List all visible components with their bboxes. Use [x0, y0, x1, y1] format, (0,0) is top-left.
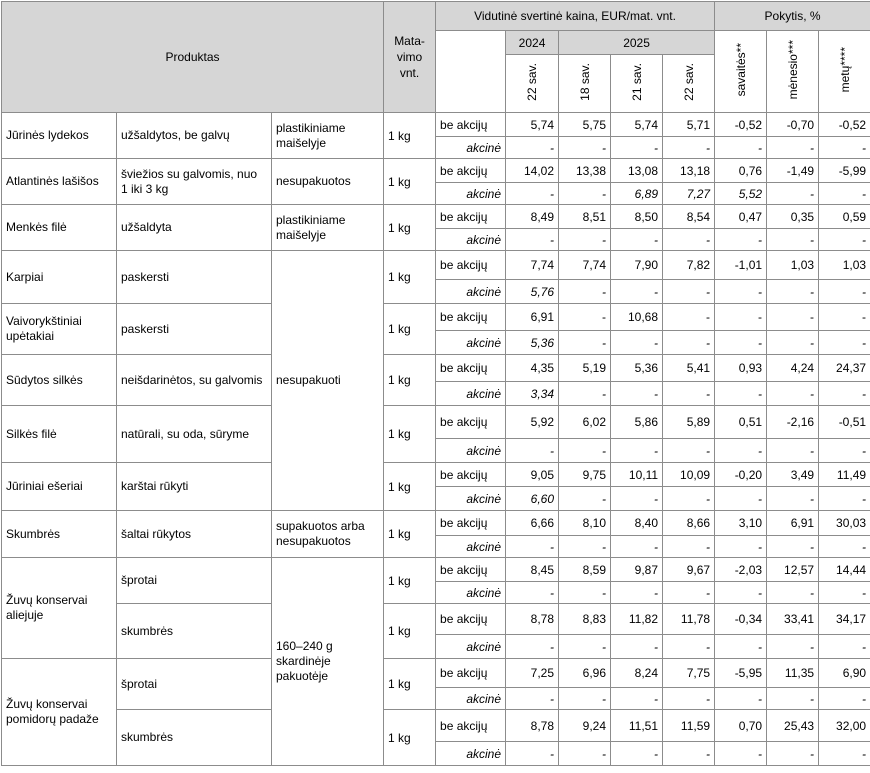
value-cell: - [611, 331, 663, 355]
value-cell: - [819, 635, 870, 659]
price-type-promo: akcinė [436, 137, 506, 159]
value-cell: - [767, 582, 819, 604]
price-type-promo: akcinė [436, 688, 506, 710]
value-cell: - [767, 331, 819, 355]
value-cell: 6,02 [559, 406, 611, 439]
value-cell: - [663, 742, 715, 766]
header-change-week: savaitės** [715, 31, 767, 113]
value-cell: -0,20 [715, 463, 767, 487]
product-name: Menkės filė [2, 205, 117, 251]
value-cell: 6,66 [506, 511, 559, 536]
value-cell: - [715, 582, 767, 604]
value-cell: 34,17 [819, 604, 870, 635]
product-desc: paskersti [117, 251, 272, 304]
value-cell: 0,59 [819, 205, 870, 229]
value-cell: - [819, 536, 870, 558]
value-cell: 6,90 [819, 659, 870, 688]
value-cell: - [611, 536, 663, 558]
value-cell: - [767, 487, 819, 511]
value-cell: 0,76 [715, 159, 767, 183]
value-cell: - [663, 582, 715, 604]
value-cell: 12,57 [767, 558, 819, 582]
value-cell: - [715, 331, 767, 355]
value-cell: - [559, 331, 611, 355]
value-cell: - [715, 487, 767, 511]
value-cell: - [506, 183, 559, 205]
value-cell: 1,03 [819, 251, 870, 280]
value-cell: 5,89 [663, 406, 715, 439]
product-unit: 1 kg [384, 558, 436, 604]
value-cell: - [715, 688, 767, 710]
value-cell: - [663, 137, 715, 159]
value-cell: - [715, 439, 767, 463]
value-cell: 4,35 [506, 355, 559, 382]
price-type-regular: be akcijų [436, 113, 506, 137]
price-type-regular: be akcijų [436, 159, 506, 183]
value-cell: - [663, 635, 715, 659]
value-cell: - [506, 536, 559, 558]
product-name: Silkės filė [2, 406, 117, 463]
table-body [2, 113, 870, 766]
header-unit-line2: vimo [396, 50, 423, 64]
value-cell: - [715, 280, 767, 304]
price-type-promo: akcinė [436, 382, 506, 406]
value-cell: 7,74 [506, 251, 559, 280]
value-cell: - [715, 635, 767, 659]
value-cell: - [767, 183, 819, 205]
product-unit: 1 kg [384, 113, 436, 159]
header-year-2025: 2025 [559, 31, 715, 55]
value-cell: 7,75 [663, 659, 715, 688]
price-type-regular: be akcijų [436, 406, 506, 439]
value-cell: 8,78 [506, 710, 559, 742]
value-cell: 13,08 [611, 159, 663, 183]
value-cell: 3,34 [506, 382, 559, 406]
value-cell: - [559, 582, 611, 604]
value-cell: 11,59 [663, 710, 715, 742]
product-desc: neišdarinėtos, su galvomis [117, 355, 272, 406]
value-cell: - [506, 439, 559, 463]
price-type-promo: akcinė [436, 229, 506, 251]
value-cell: - [663, 382, 715, 406]
header-change-year: metų**** [819, 31, 870, 113]
value-cell: 25,43 [767, 710, 819, 742]
product-desc: šviežios su galvomis, nuo 1 iki 3 kg [117, 159, 272, 205]
product-pack: nesupakuotos [272, 159, 384, 205]
value-cell: 30,03 [819, 511, 870, 536]
value-cell: 7,27 [663, 183, 715, 205]
value-cell: 8,24 [611, 659, 663, 688]
value-cell: 10,68 [611, 304, 663, 331]
value-cell: 11,35 [767, 659, 819, 688]
value-cell: 3,49 [767, 463, 819, 487]
value-cell: - [715, 536, 767, 558]
value-cell: - [559, 439, 611, 463]
value-cell: 10,09 [663, 463, 715, 487]
value-cell: 0,47 [715, 205, 767, 229]
value-cell: - [819, 183, 870, 205]
product-name: Atlantinės lašišos [2, 159, 117, 205]
product-pack: plastikiniame maišelyje [272, 205, 384, 251]
value-cell: -5,95 [715, 659, 767, 688]
value-cell: - [611, 742, 663, 766]
value-cell: 8,40 [611, 511, 663, 536]
value-cell: 8,50 [611, 205, 663, 229]
value-cell: -2,03 [715, 558, 767, 582]
value-cell: 11,49 [819, 463, 870, 487]
value-cell: - [559, 635, 611, 659]
value-cell: 33,41 [767, 604, 819, 635]
price-type-promo: akcinė [436, 536, 506, 558]
product-desc: užšaldyta [117, 205, 272, 251]
value-cell: - [611, 439, 663, 463]
product-desc: natūrali, su oda, sūryme [117, 406, 272, 463]
product-unit: 1 kg [384, 710, 436, 766]
value-cell: - [611, 582, 663, 604]
product-unit: 1 kg [384, 659, 436, 710]
value-cell: - [559, 183, 611, 205]
header-price: Vidutinė svertinė kaina, EUR/mat. vnt. [436, 2, 715, 31]
value-cell: 14,02 [506, 159, 559, 183]
product-unit: 1 kg [384, 205, 436, 251]
header-week-2025-21: 21 sav. [611, 55, 663, 113]
value-cell: - [559, 688, 611, 710]
value-cell: - [767, 635, 819, 659]
header-unit-line3: vnt. [399, 66, 420, 80]
value-cell: 6,91 [506, 304, 559, 331]
product-desc: paskersti [117, 304, 272, 355]
product-desc: skumbrės [117, 710, 272, 766]
price-type-promo: akcinė [436, 487, 506, 511]
value-cell: 14,44 [819, 558, 870, 582]
value-cell: - [559, 487, 611, 511]
product-name: Karpiai [2, 251, 117, 304]
price-type-regular: be akcijų [436, 511, 506, 536]
value-cell: 32,00 [819, 710, 870, 742]
value-cell: 8,51 [559, 205, 611, 229]
product-unit: 1 kg [384, 604, 436, 659]
value-cell: - [663, 229, 715, 251]
value-cell: 6,91 [767, 511, 819, 536]
product-name: Skumbrės [2, 511, 117, 558]
price-type-promo: akcinė [436, 742, 506, 766]
value-cell: - [767, 439, 819, 463]
product-name: Žuvų konservai pomidorų padaže [2, 659, 117, 766]
value-cell: - [611, 382, 663, 406]
value-cell: - [819, 382, 870, 406]
value-cell: 5,36 [506, 331, 559, 355]
value-cell: 7,90 [611, 251, 663, 280]
value-cell: -0,52 [715, 113, 767, 137]
value-cell: 5,71 [663, 113, 715, 137]
value-cell: - [663, 487, 715, 511]
product-unit: 1 kg [384, 511, 436, 558]
product-unit: 1 kg [384, 355, 436, 406]
value-cell: - [767, 536, 819, 558]
product-name: Vaivorykštiniai upėtakiai [2, 304, 117, 355]
value-cell: - [715, 382, 767, 406]
value-cell: 9,05 [506, 463, 559, 487]
product-name: Žuvų konservai aliejuje [2, 558, 117, 659]
value-cell: - [819, 688, 870, 710]
header-week-2024-22: 22 sav. [506, 55, 559, 113]
fish-price-table [1, 1, 870, 766]
value-cell: 0,70 [715, 710, 767, 742]
value-cell: 5,41 [663, 355, 715, 382]
value-cell: - [611, 487, 663, 511]
value-cell: 0,51 [715, 406, 767, 439]
value-cell: - [767, 304, 819, 331]
value-cell: 8,10 [559, 511, 611, 536]
price-type-regular: be akcijų [436, 558, 506, 582]
value-cell: 5,74 [506, 113, 559, 137]
value-cell: 0,93 [715, 355, 767, 382]
value-cell: -5,99 [819, 159, 870, 183]
price-type-promo: akcinė [436, 439, 506, 463]
value-cell: 7,74 [559, 251, 611, 280]
value-cell: 9,75 [559, 463, 611, 487]
product-pack: plastikiniame maišelyje [272, 113, 384, 159]
product-name: Jūriniai ešeriai [2, 463, 117, 511]
price-type-regular: be akcijų [436, 251, 506, 280]
value-cell: - [663, 331, 715, 355]
price-type-promo: akcinė [436, 635, 506, 659]
value-cell: 13,38 [559, 159, 611, 183]
value-cell: - [611, 229, 663, 251]
price-type-promo: akcinė [436, 582, 506, 604]
value-cell: - [819, 229, 870, 251]
value-cell: 8,59 [559, 558, 611, 582]
value-cell: - [559, 304, 611, 331]
value-cell: - [819, 582, 870, 604]
value-cell: - [767, 137, 819, 159]
product-name: Sūdytos silkės [2, 355, 117, 406]
value-cell: 8,66 [663, 511, 715, 536]
price-type-regular: be akcijų [436, 710, 506, 742]
product-unit: 1 kg [384, 406, 436, 463]
price-type-regular: be akcijų [436, 604, 506, 635]
product-unit: 1 kg [384, 159, 436, 205]
value-cell: - [819, 487, 870, 511]
value-cell: 7,25 [506, 659, 559, 688]
product-pack: nesupakuoti [272, 251, 384, 511]
value-cell: - [506, 137, 559, 159]
value-cell: - [819, 280, 870, 304]
product-desc: karštai rūkyti [117, 463, 272, 511]
value-cell: 1,03 [767, 251, 819, 280]
value-cell: - [819, 137, 870, 159]
value-cell: - [559, 382, 611, 406]
value-cell: - [715, 742, 767, 766]
value-cell: 5,92 [506, 406, 559, 439]
price-type-regular: be akcijų [436, 355, 506, 382]
header-change: Pokytis, % [715, 2, 870, 31]
value-cell: - [559, 280, 611, 304]
value-cell: - [611, 635, 663, 659]
header-week-2025-22: 22 sav. [663, 55, 715, 113]
value-cell: 3,10 [715, 511, 767, 536]
value-cell: - [559, 137, 611, 159]
value-cell: - [559, 536, 611, 558]
price-type-regular: be akcijų [436, 659, 506, 688]
value-cell: 6,96 [559, 659, 611, 688]
value-cell: 0,35 [767, 205, 819, 229]
value-cell: 8,54 [663, 205, 715, 229]
value-cell: -1,49 [767, 159, 819, 183]
value-cell: - [715, 137, 767, 159]
value-cell: - [506, 582, 559, 604]
value-cell: 5,76 [506, 280, 559, 304]
value-cell: - [767, 280, 819, 304]
value-cell: 9,67 [663, 558, 715, 582]
value-cell: - [767, 742, 819, 766]
price-type-regular: be akcijų [436, 463, 506, 487]
header-week-2025-18: 18 sav. [559, 55, 611, 113]
value-cell: - [767, 688, 819, 710]
value-cell: -1,01 [715, 251, 767, 280]
price-type-regular: be akcijų [436, 205, 506, 229]
value-cell: - [559, 229, 611, 251]
product-desc: šprotai [117, 558, 272, 604]
value-cell: 8,78 [506, 604, 559, 635]
header-unit [384, 2, 436, 113]
value-cell: 7,82 [663, 251, 715, 280]
value-cell: -0,51 [819, 406, 870, 439]
value-cell: - [715, 229, 767, 251]
value-cell: 5,74 [611, 113, 663, 137]
value-cell: 10,11 [611, 463, 663, 487]
value-cell: 9,87 [611, 558, 663, 582]
value-cell: 8,45 [506, 558, 559, 582]
value-cell: - [767, 229, 819, 251]
product-unit: 1 kg [384, 304, 436, 355]
product-desc: šaltai rūkytos [117, 511, 272, 558]
value-cell: 9,24 [559, 710, 611, 742]
value-cell: - [506, 635, 559, 659]
value-cell: 11,51 [611, 710, 663, 742]
value-cell: 8,49 [506, 205, 559, 229]
value-cell: -0,70 [767, 113, 819, 137]
value-cell: - [819, 742, 870, 766]
header-type-blank [436, 31, 506, 113]
value-cell: - [819, 331, 870, 355]
value-cell: - [506, 229, 559, 251]
value-cell: - [663, 688, 715, 710]
header-change-month: mėnesio*** [767, 31, 819, 113]
value-cell: 5,86 [611, 406, 663, 439]
value-cell: - [506, 688, 559, 710]
product-desc: užšaldytos, be galvų [117, 113, 272, 159]
value-cell: - [506, 742, 559, 766]
product-desc: šprotai [117, 659, 272, 710]
value-cell: 24,37 [819, 355, 870, 382]
product-pack: supakuotos arba nesupakuotos [272, 511, 384, 558]
value-cell: - [767, 382, 819, 406]
value-cell: - [663, 536, 715, 558]
price-type-promo: akcinė [436, 331, 506, 355]
product-name: Jūrinės lydekos [2, 113, 117, 159]
value-cell: 4,24 [767, 355, 819, 382]
value-cell: - [559, 742, 611, 766]
product-desc: skumbrės [117, 604, 272, 659]
value-cell: 5,36 [611, 355, 663, 382]
value-cell: 11,82 [611, 604, 663, 635]
value-cell: - [663, 304, 715, 331]
price-table-wrapper [1, 1, 870, 766]
value-cell: 13,18 [663, 159, 715, 183]
product-unit: 1 kg [384, 463, 436, 511]
value-cell: - [715, 304, 767, 331]
product-unit: 1 kg [384, 251, 436, 304]
price-type-regular: be akcijų [436, 304, 506, 331]
value-cell: -0,52 [819, 113, 870, 137]
value-cell: - [663, 439, 715, 463]
header-product: Produktas [2, 2, 384, 113]
price-type-promo: akcinė [436, 280, 506, 304]
value-cell: -0,34 [715, 604, 767, 635]
product-pack: 160–240 g skardinėje pakuotėje [272, 558, 384, 766]
value-cell: - [611, 688, 663, 710]
value-cell: 6,60 [506, 487, 559, 511]
header-year-2024: 2024 [506, 31, 559, 55]
value-cell: 8,83 [559, 604, 611, 635]
value-cell: 11,78 [663, 604, 715, 635]
value-cell: - [819, 304, 870, 331]
value-cell: - [819, 439, 870, 463]
value-cell: - [611, 280, 663, 304]
value-cell: 5,19 [559, 355, 611, 382]
value-cell: - [611, 137, 663, 159]
value-cell: 6,89 [611, 183, 663, 205]
value-cell: 5,52 [715, 183, 767, 205]
value-cell: -2,16 [767, 406, 819, 439]
value-cell: 5,75 [559, 113, 611, 137]
header-unit-line1: Mata- [394, 34, 425, 48]
price-type-promo: akcinė [436, 183, 506, 205]
value-cell: - [663, 280, 715, 304]
